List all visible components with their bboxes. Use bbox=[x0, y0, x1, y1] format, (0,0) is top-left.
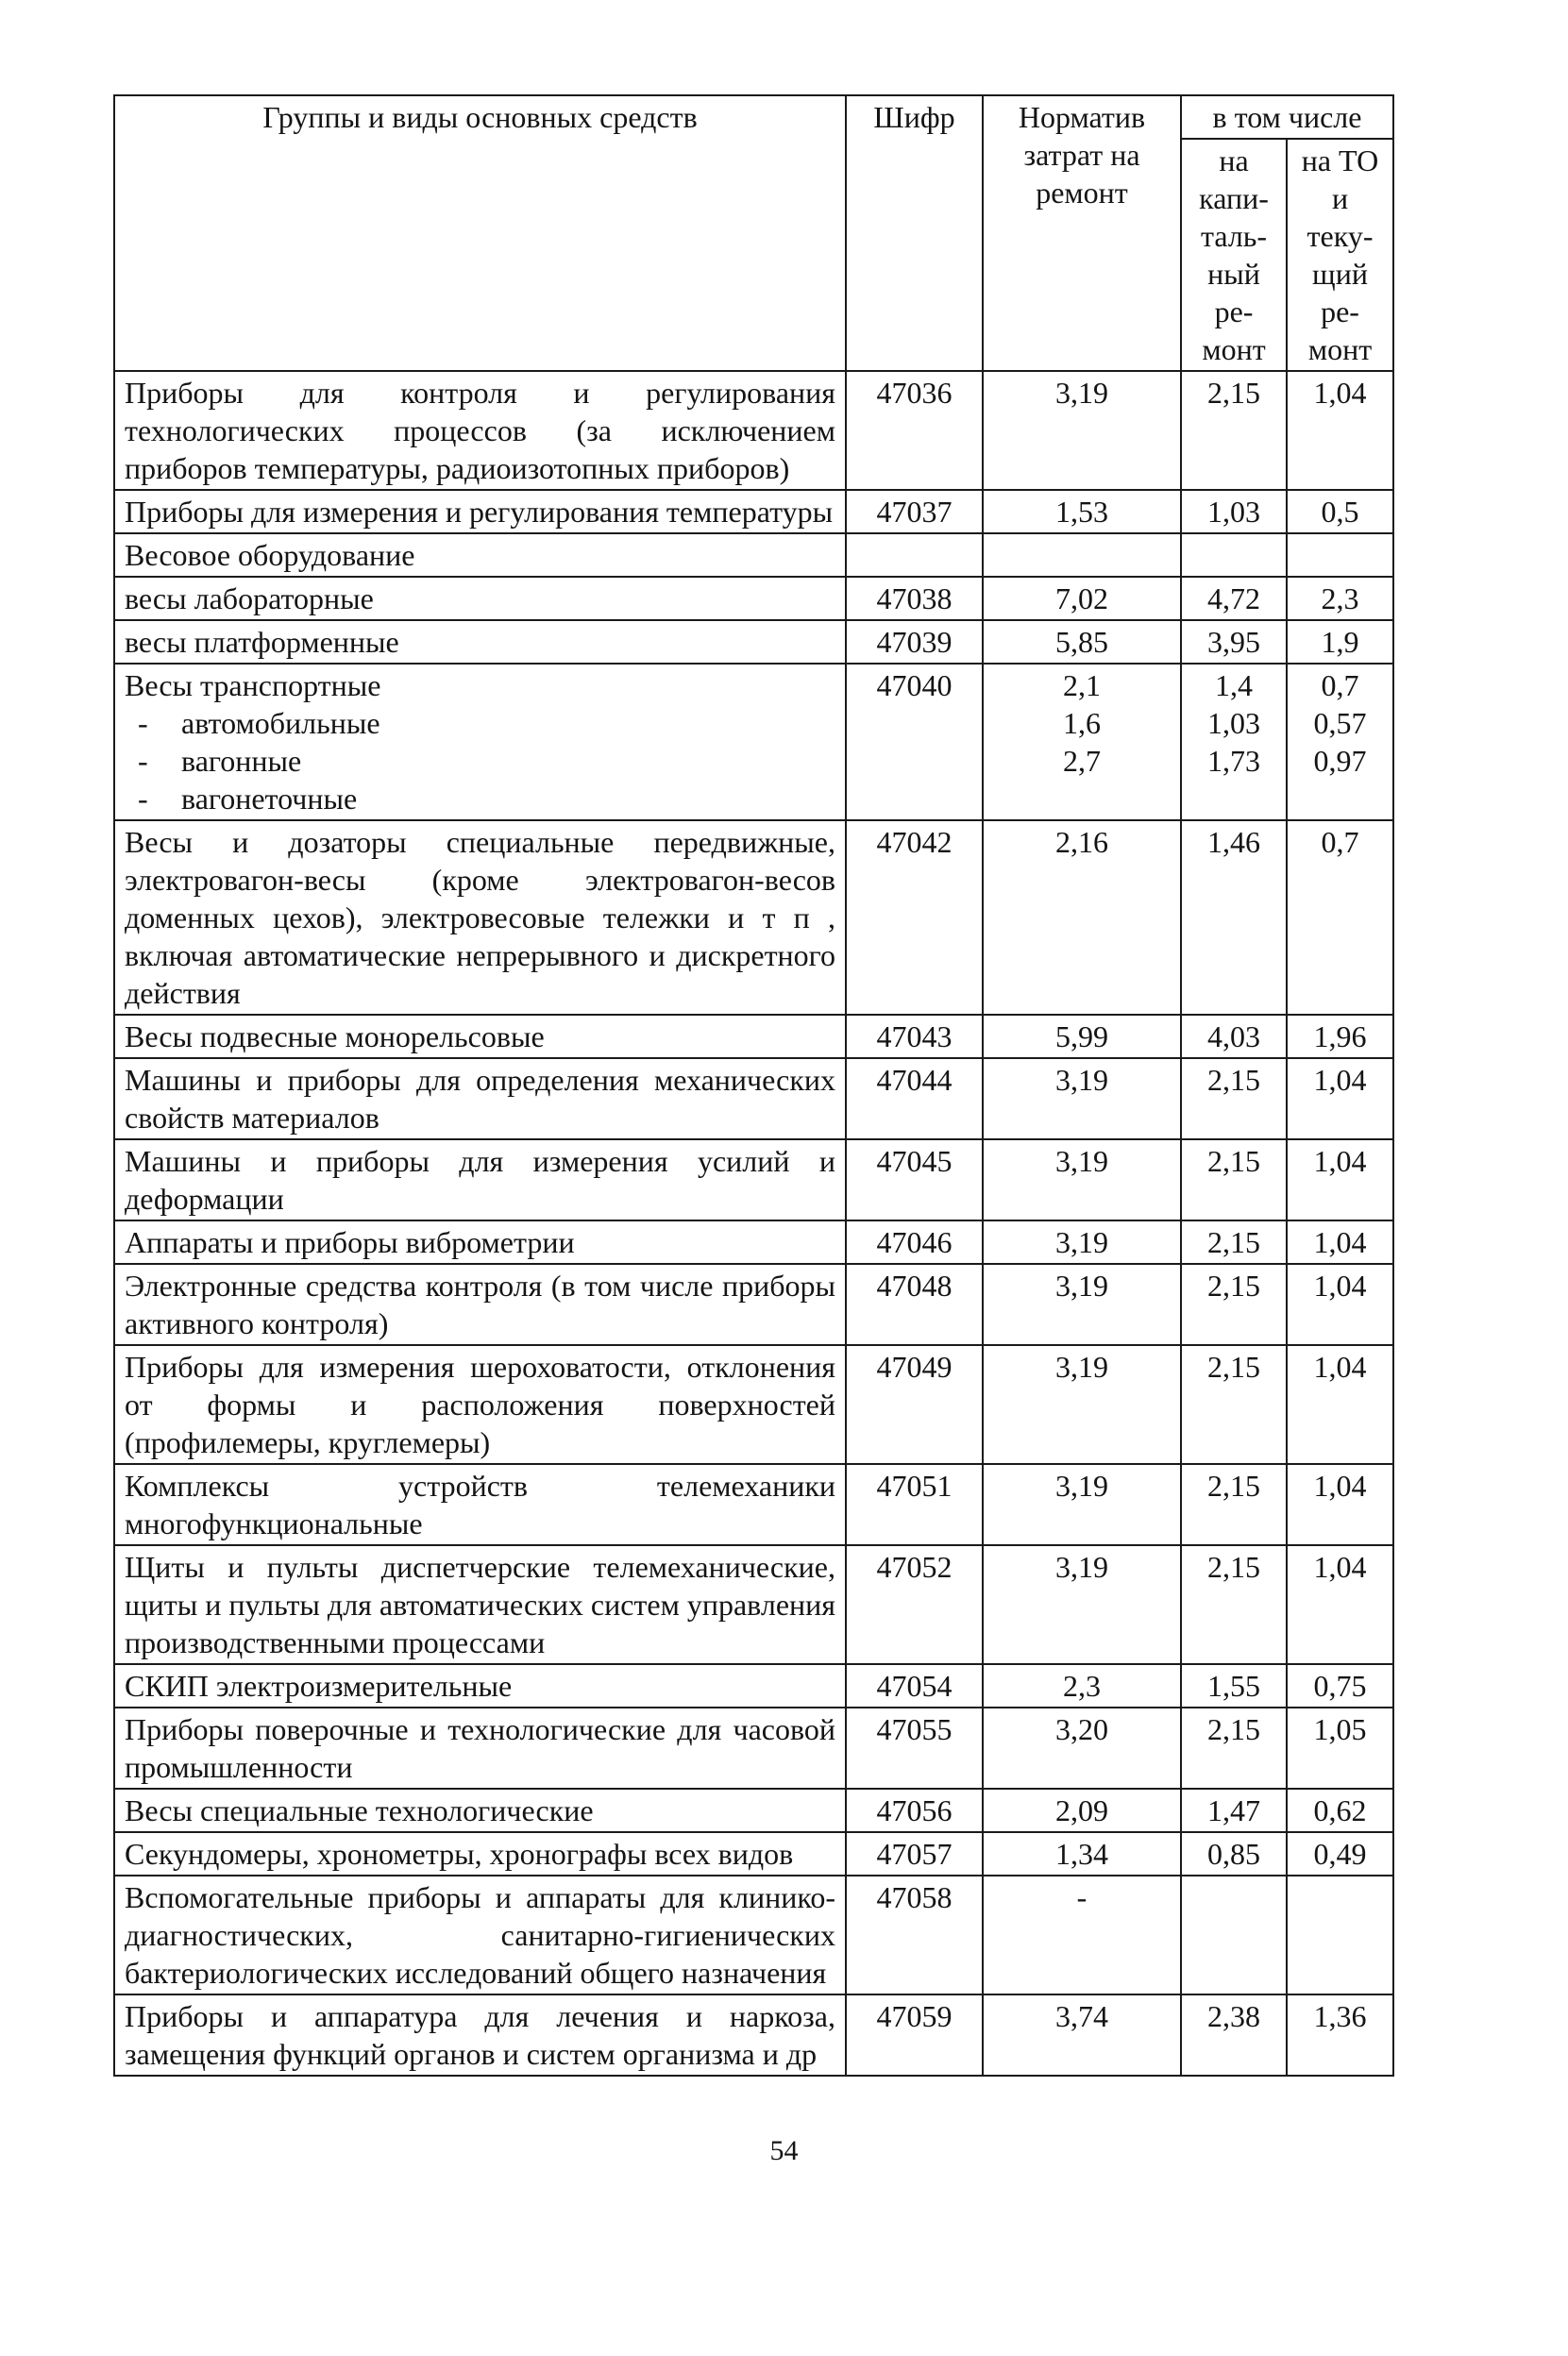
row-code: 47059 bbox=[846, 1994, 983, 2076]
dash-marker: - bbox=[138, 706, 148, 740]
row-name: Аппараты и приборы виброметрии bbox=[114, 1220, 846, 1264]
item-label: вагонеточные bbox=[181, 782, 358, 816]
row-current: 1,36 bbox=[1287, 1994, 1393, 2076]
row-norm: 3,20 bbox=[983, 1708, 1181, 1789]
table-row bbox=[114, 1220, 1393, 1264]
row-code: 47040 bbox=[846, 664, 983, 820]
page-number: 54 bbox=[769, 2135, 799, 2166]
row-code: 47054 bbox=[846, 1664, 983, 1708]
row-code: 47058 bbox=[846, 1876, 983, 1994]
row-current: 0,62 bbox=[1287, 1789, 1393, 1832]
table-row bbox=[114, 1708, 1393, 1789]
row-capital: 1,46 bbox=[1181, 820, 1287, 1015]
row-capital: 2,38 bbox=[1181, 1994, 1287, 2076]
row-title: Весы транспортные bbox=[125, 668, 381, 702]
dash-marker: - bbox=[138, 744, 148, 778]
row-current: 1,04 bbox=[1287, 1058, 1393, 1139]
row-name: весы платформенные bbox=[114, 620, 846, 664]
row-name: весы лабораторные bbox=[114, 577, 846, 620]
table-row bbox=[114, 490, 1393, 533]
row-norm: 3,19 bbox=[983, 1139, 1181, 1220]
row-current: 1,96 bbox=[1287, 1015, 1393, 1058]
table-row bbox=[114, 1139, 1393, 1220]
row-norm: 3,19 bbox=[983, 1058, 1181, 1139]
row-current: 1,9 bbox=[1287, 620, 1393, 664]
row-code: 47042 bbox=[846, 820, 983, 1015]
header-including: в том числе bbox=[1181, 95, 1393, 139]
row-norm: 7,02 bbox=[983, 577, 1181, 620]
row-capital: 2,15 bbox=[1181, 1139, 1287, 1220]
row-norm: 2,3 bbox=[983, 1664, 1181, 1708]
row-current: 1,04 bbox=[1287, 1464, 1393, 1545]
row-norm bbox=[983, 664, 1181, 820]
row-norm: 3,19 bbox=[983, 1220, 1181, 1264]
row-code: 47038 bbox=[846, 577, 983, 620]
row-code: 47044 bbox=[846, 1058, 983, 1139]
row-name: Машины и приборы для определения механических свойств материалов bbox=[114, 1058, 846, 1139]
header-current: на ТО и теку- щий ре- монт bbox=[1287, 139, 1393, 371]
row-capital: 2,15 bbox=[1181, 1345, 1287, 1464]
row-norm: 3,19 bbox=[983, 1464, 1181, 1545]
row-code: 47048 bbox=[846, 1264, 983, 1345]
table-row bbox=[114, 620, 1393, 664]
row-capital: 2,15 bbox=[1181, 1264, 1287, 1345]
table-row bbox=[114, 1876, 1393, 1994]
row-code: 47043 bbox=[846, 1015, 983, 1058]
table-row bbox=[114, 1345, 1393, 1464]
row-capital: 4,72 bbox=[1181, 577, 1287, 620]
row-code: 47051 bbox=[846, 1464, 983, 1545]
row-name: Вспомогательные приборы и аппараты для клинико-диагностических, санитарно-гигиенических бактериологических исследований общего назначения bbox=[114, 1876, 846, 1994]
row-name: Приборы для контроля и регулирования технологических процессов (за исключением приборов температуры, радиоизотопных приборов) bbox=[114, 371, 846, 490]
header-norm: Норматив затрат на ремонт bbox=[983, 95, 1181, 371]
row-current: 1,04 bbox=[1287, 1545, 1393, 1664]
row-capital: 2,15 bbox=[1181, 1464, 1287, 1545]
row-norm: - bbox=[983, 1876, 1181, 1994]
item-label: автомобильные bbox=[181, 706, 380, 740]
row-name: СКИП электроизмерительные bbox=[114, 1664, 846, 1708]
row-capital: 2,15 bbox=[1181, 371, 1287, 490]
repair-norms-table bbox=[113, 94, 1394, 2077]
row-current: 0,7 bbox=[1287, 820, 1393, 1015]
table-row bbox=[114, 1832, 1393, 1876]
row-capital bbox=[1181, 533, 1287, 577]
list-item bbox=[125, 780, 835, 817]
row-name: Щиты и пульты диспетчерские телемеханические, щиты и пульты для автоматических систем управления производственными процессами bbox=[114, 1545, 846, 1664]
row-name: Электронные средства контроля (в том числе приборы активного контроля) bbox=[114, 1264, 846, 1345]
item-capital: 1,73 bbox=[1207, 744, 1260, 778]
item-current: 0,57 bbox=[1313, 706, 1367, 740]
row-code bbox=[846, 533, 983, 577]
item-capital: 1,4 bbox=[1215, 668, 1253, 702]
row-current bbox=[1287, 1876, 1393, 1994]
row-code: 47045 bbox=[846, 1139, 983, 1220]
row-current: 1,04 bbox=[1287, 1220, 1393, 1264]
row-name: Приборы для измерения шероховатости, отклонения от формы и расположения поверхностей (профилемеры, круглемеры) bbox=[114, 1345, 846, 1464]
row-current: 1,04 bbox=[1287, 1139, 1393, 1220]
row-code: 47037 bbox=[846, 490, 983, 533]
table-row bbox=[114, 1015, 1393, 1058]
row-name: Приборы поверочные и технологические для часовой промышленности bbox=[114, 1708, 846, 1789]
table-row bbox=[114, 1789, 1393, 1832]
row-norm: 1,34 bbox=[983, 1832, 1181, 1876]
row-name: Весы подвесные монорельсовые bbox=[114, 1015, 846, 1058]
row-code: 47056 bbox=[846, 1789, 983, 1832]
table-row bbox=[114, 1464, 1393, 1545]
row-capital: 2,15 bbox=[1181, 1545, 1287, 1664]
row-code: 47039 bbox=[846, 620, 983, 664]
row-code: 47049 bbox=[846, 1345, 983, 1464]
row-capital: 1,47 bbox=[1181, 1789, 1287, 1832]
row-current bbox=[1287, 664, 1393, 820]
row-capital: 2,15 bbox=[1181, 1708, 1287, 1789]
table-row bbox=[114, 371, 1393, 490]
item-current: 0,7 bbox=[1321, 668, 1359, 702]
table-row bbox=[114, 577, 1393, 620]
header-capital: на капи- таль- ный ре- монт bbox=[1181, 139, 1287, 371]
row-current: 0,5 bbox=[1287, 490, 1393, 533]
header-row bbox=[114, 95, 1393, 139]
table-row bbox=[114, 1994, 1393, 2076]
row-norm: 5,99 bbox=[983, 1015, 1181, 1058]
row-code: 47057 bbox=[846, 1832, 983, 1876]
table-row bbox=[114, 1058, 1393, 1139]
item-capital: 1,03 bbox=[1207, 706, 1260, 740]
row-code: 47052 bbox=[846, 1545, 983, 1664]
row-capital: 2,15 bbox=[1181, 1220, 1287, 1264]
row-name bbox=[114, 664, 846, 820]
item-current: 0,97 bbox=[1313, 744, 1367, 778]
row-current: 2,3 bbox=[1287, 577, 1393, 620]
header-code: Шифр bbox=[846, 95, 983, 371]
item-norm: 2,7 bbox=[1063, 744, 1101, 778]
row-capital: 1,55 bbox=[1181, 1664, 1287, 1708]
row-norm: 3,19 bbox=[983, 1345, 1181, 1464]
row-capital: 4,03 bbox=[1181, 1015, 1287, 1058]
row-name: Весы специальные технологические bbox=[114, 1789, 846, 1832]
row-capital bbox=[1181, 1876, 1287, 1994]
list-item bbox=[125, 742, 835, 780]
row-name: Приборы для измерения и регулирования температуры bbox=[114, 490, 846, 533]
row-current: 1,04 bbox=[1287, 1345, 1393, 1464]
row-name: Комплексы устройств телемеханики многофункциональные bbox=[114, 1464, 846, 1545]
row-capital: 3,95 bbox=[1181, 620, 1287, 664]
table-row bbox=[114, 820, 1393, 1015]
row-name: Весовое оборудование bbox=[114, 533, 846, 577]
row-norm: 3,74 bbox=[983, 1994, 1181, 2076]
row-name: Секундомеры, хронометры, хронографы всех видов bbox=[114, 1832, 846, 1876]
row-name: Машины и приборы для измерения усилий и деформации bbox=[114, 1139, 846, 1220]
dash-marker: - bbox=[138, 782, 148, 816]
row-code: 47036 bbox=[846, 371, 983, 490]
row-norm: 3,19 bbox=[983, 1545, 1181, 1664]
row-capital: 1,03 bbox=[1181, 490, 1287, 533]
row-current: 0,75 bbox=[1287, 1664, 1393, 1708]
row-norm: 3,19 bbox=[983, 1264, 1181, 1345]
item-norm: 1,6 bbox=[1063, 706, 1101, 740]
row-current bbox=[1287, 533, 1393, 577]
row-capital: 2,15 bbox=[1181, 1058, 1287, 1139]
header-group: Группы и виды основных средств bbox=[114, 95, 846, 371]
row-current: 1,04 bbox=[1287, 371, 1393, 490]
row-name: Весы и дозаторы специальные передвижные, электровагон-весы (кроме электровагон-весов доменных цехов), электровесовые тележки и т п , включая автоматические непрерывного и дискретного действия bbox=[114, 820, 846, 1015]
row-capital: 0,85 bbox=[1181, 1832, 1287, 1876]
row-current: 1,05 bbox=[1287, 1708, 1393, 1789]
table-row bbox=[114, 1545, 1393, 1664]
item-label: вагонные bbox=[181, 744, 302, 778]
row-norm: 1,53 bbox=[983, 490, 1181, 533]
list-item bbox=[125, 704, 835, 742]
row-current: 0,49 bbox=[1287, 1832, 1393, 1876]
row-code: 47055 bbox=[846, 1708, 983, 1789]
row-norm: 5,85 bbox=[983, 620, 1181, 664]
row-current: 1,04 bbox=[1287, 1264, 1393, 1345]
row-norm: 2,16 bbox=[983, 820, 1181, 1015]
row-capital bbox=[1181, 664, 1287, 820]
item-norm: 2,1 bbox=[1063, 668, 1101, 702]
row-norm bbox=[983, 533, 1181, 577]
table-row bbox=[114, 1264, 1393, 1345]
row-norm: 2,09 bbox=[983, 1789, 1181, 1832]
table-row bbox=[114, 533, 1393, 577]
row-code: 47046 bbox=[846, 1220, 983, 1264]
row-name: Приборы и аппаратура для лечения и наркоза, замещения функций органов и систем организма и др bbox=[114, 1994, 846, 2076]
table-row bbox=[114, 1664, 1393, 1708]
table-row bbox=[114, 664, 1393, 820]
row-norm: 3,19 bbox=[983, 371, 1181, 490]
